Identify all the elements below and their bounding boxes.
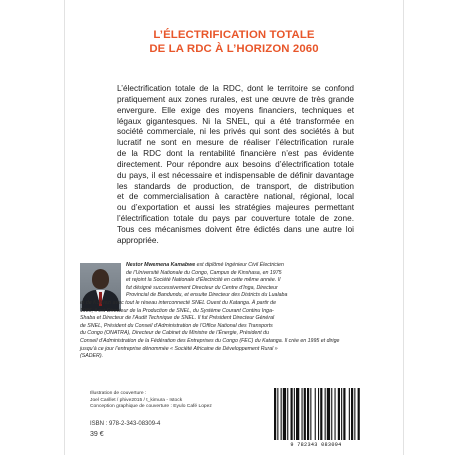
bio-line: et rejoint la Société Nationale d’Électricité en cette même année. Il [126, 277, 281, 284]
author-name: Nestor Mwemena Kamabwe [126, 262, 196, 268]
book-title-line-2: DE LA RDC À L’HORIZON 2060 [149, 43, 319, 55]
summary-line: ou d’exportation et aussi les stratégies majeures permettant [117, 203, 354, 213]
cover-right-edge [403, 0, 404, 455]
summary-line: du pays, il est nécessaire et indispensable de définir davantage [117, 170, 354, 180]
summary-line: L’électrification totale de la RDC, dont le territoire se confond [117, 84, 354, 93]
barcode-bar [335, 388, 336, 440]
book-title [64, 28, 404, 56]
barcode-bar [294, 388, 295, 440]
barcode-bar [331, 388, 332, 440]
cover-credits [90, 391, 250, 411]
credits-line: Joel Carillet / phive2015 / t_kimura - Istock [90, 397, 183, 403]
barcode-bar [320, 388, 322, 440]
bio-line: fut désigné successivement Directeur du Centre d’Inga, Directeur [126, 284, 278, 291]
summary-line: lucratif ne sont en mesure de réaliser l’électrification rurale [117, 138, 354, 148]
barcode-bar [343, 388, 345, 440]
barcode-bar [287, 388, 288, 440]
back-cover-summary [117, 84, 354, 247]
barcode-bar [281, 388, 282, 440]
summary-line: les standards de production, de transport, de distribution [117, 181, 354, 191]
barcode-bar [338, 388, 340, 440]
barcode-bars [270, 388, 362, 442]
barcode-bar [315, 388, 316, 440]
summary-line: et de commercialisation à caractère national, régional, local [117, 192, 354, 202]
bio-line: et de Kolwezi avec tout le réseau interconnecté SNEL Ouest du Katanga. À partir de [80, 299, 277, 306]
barcode-bar [341, 388, 342, 440]
summary-line: directement. Pour répondre aux besoins d’électrification totale [117, 159, 354, 169]
barcode-bar [327, 388, 330, 440]
credits-line: Conception graphique de couverture : Eyulo Café Lopez [90, 404, 212, 410]
bio-line: est diplômé Ingénieur Civil Électricien [195, 262, 284, 268]
barcode-bar [354, 388, 355, 440]
barcode-bar [358, 388, 360, 440]
bio-line: de SNEL, Président du Conseil d’Administration de l’Office National des Transports [80, 322, 273, 329]
barcode-bar [310, 388, 311, 440]
summary-line: de la RDC dont la rentabilité financière n’est pas évidente [117, 149, 354, 159]
credits-line: Illustration de couverture : [90, 391, 147, 396]
bio-line: Conseil d’Administration de la Fédération des Entreprises du Congo (FEC) du Katanga. Il crée en 1995 et dirige [80, 337, 340, 344]
summary-line: société commerciale, ni les privés qui sont des sociétés à but [117, 127, 354, 137]
barcode-bar [291, 388, 293, 440]
summary-line: légaux gigantesques. Ni la SNEL, qui a été transformée en [117, 116, 354, 126]
bio-line: (SADER). [80, 353, 104, 360]
barcode-bar [351, 388, 353, 440]
book-title-line-1: L’ÉLECTRIFICATION TOTALE [153, 29, 315, 41]
barcode-bar [277, 388, 278, 440]
barcode-bar [304, 388, 306, 440]
bio-line: jusqu’à ce jour l’entreprise dénommée « Société Africaine de Développement Rural » [80, 345, 278, 352]
bio-line: Shaba et Directeur de l’Audit Technique de SNEL. Il fut Président Directeur Général [80, 315, 275, 322]
summary-line: l’électrification totale du pays par couverture totale de zone. [117, 214, 354, 224]
author-biography [80, 262, 359, 361]
barcode-icon [270, 388, 362, 442]
barcode-bar [307, 388, 309, 440]
barcode-bar [325, 388, 326, 440]
isbn-label: ISBN : 978-2-343-08309-4 [90, 421, 161, 427]
barcode-bar [274, 388, 276, 440]
barcode-bar [296, 388, 299, 440]
bio-line: du Congo (ONATRA), Directeur de Cabinet du Ministre de l’Énergie, Président du [80, 330, 269, 337]
summary-line: pratiquement aux zones rurales, est une œuvre de très grande [117, 94, 354, 104]
barcode-bar [349, 388, 350, 440]
price-label: 39 € [90, 431, 104, 438]
bio-line: Provincial de Bandundu, et ensuite Directeur des Districts du Lualaba [126, 292, 288, 299]
cover-left-edge [64, 0, 65, 455]
summary-line: envergure. Elle exige des moyens financiers, techniques et [117, 105, 354, 115]
barcode-bar [302, 388, 303, 440]
bio-line: 1986, il est Directeur de la Production de SNEL, du Système Courant Continu Inga- [80, 307, 274, 314]
barcode-bar [283, 388, 286, 440]
barcode-digits: 9 782343 083094 [290, 442, 342, 448]
bio-line: de l’Université Nationale du Congo, Campus de Kinshasa, en 1975 [126, 269, 282, 276]
summary-line: Tous ces mécanismes doivent être édictés dans une autre loi [117, 224, 354, 234]
summary-line: appropriée. [117, 235, 159, 245]
barcode-bar [318, 388, 319, 440]
